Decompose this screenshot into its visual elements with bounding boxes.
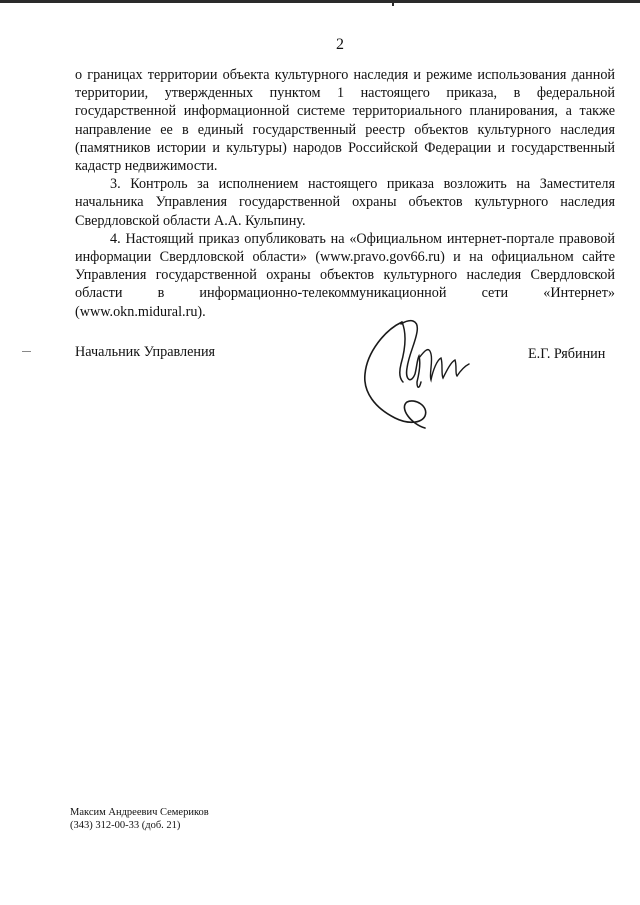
handwritten-signature [355,312,475,437]
page-number: 2 [336,36,344,53]
document-body [75,66,615,321]
paragraph-continuation: о границах территории объекта культурного наследия и режиме использования данной территории, утвержденных пунктом 1 настоящего приказа, в федеральной государственной информационной системе территориального планирования, а также направление ее в единый государственный реестр объектов культурного наследия (памятников истории и культуры) народов Российской Федерации и государственный кадастр недвижимости. [75,67,615,175]
paragraph-control: 3. Контроль за исполнением настоящего приказа возложить на Заместителя начальника Управления государственной охраны объектов культурного наследия Свердловской области А.А. Кульпину. [75,176,615,229]
scan-top-tick [392,0,394,6]
scan-mark [22,351,31,352]
signatory-name: Е.Г. Рябинин [528,346,606,362]
scan-top-edge [0,0,640,3]
executor-name: Максим Андреевич Семериков [70,807,209,818]
paragraph-publication: 4. Настоящий приказ опубликовать на «Официальном интернет-портале правовой информации Свердловской области» (www.pravo.gov66.ru) и на официальном сайте Управления государственной охраны объектов культурного наследия Свердловской области в информационно-телекоммуникационной сети «Интернет» (www.okn.midural.ru). [75,230,615,320]
signatory-position: Начальник Управления [75,344,216,360]
executor-phone: (343) 312-00-33 (доб. 21) [70,820,181,831]
executor-contact [70,806,209,832]
